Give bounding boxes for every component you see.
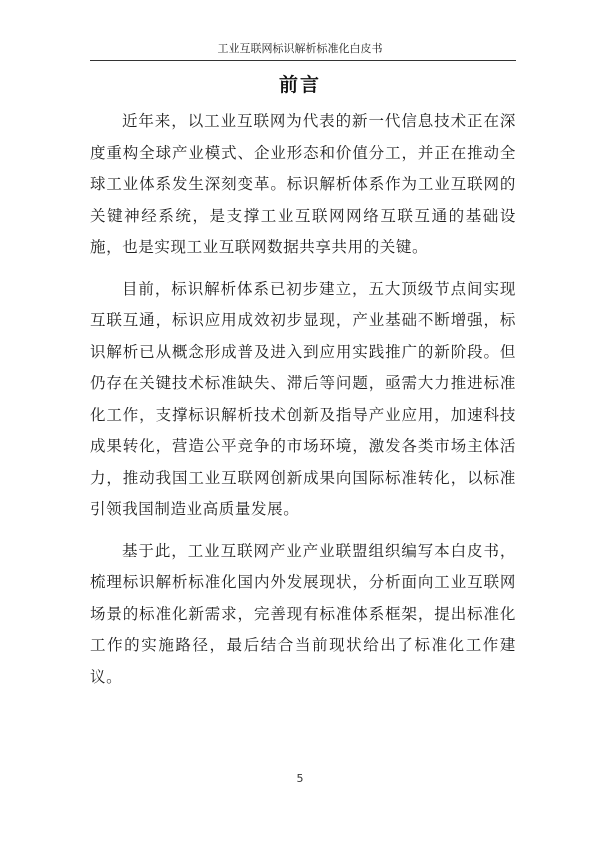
header-divider bbox=[90, 60, 516, 61]
running-header: 工业互联网标识解析标准化白皮书 bbox=[217, 42, 383, 55]
page-number: 5 bbox=[296, 772, 304, 785]
paragraph-3: 基于此，工业互联网产业产业联盟组织编写本白皮书，梳理标识解析标准化国内外发展现状，分析面向工业互联网场景的标准化新需求，完善现有标准体系框架，提出标准化工作的实施路径，最后结合当前现状给出了标准化工作建议。 bbox=[90, 541, 516, 686]
paragraph-2: 目前，标识解析体系已初步建立，五大顶级节点间实现互联互通，标识应用成效初步显现，产业基础不断增强，标识解析已从概念形成普及进入到应用实践推广的新阶段。但仍存在关键技术标准缺失、滞后等问题，亟需大力推进标准化工作，支撑标识解析技术创新及指导产业应用，加速科技成果转化，营造公平竞争的市场环境，激发各类市场主体活力，推动我国工业互联网创新成果向国际标准转化，以标准引领我国制造业高质量发展。 bbox=[90, 279, 516, 518]
section-title: 前言 bbox=[278, 74, 321, 96]
paragraph-1: 近年来，以工业互联网为代表的新一代信息技术正在深度重构全球产业模式、企业形态和价值分工，并正在推动全球工业体系发生深刻变革。标识解析体系作为工业互联网的关键神经系统，是支撑工业互联网网络互联互通的基础设施，也是实现工业互联网数据共享共用的关键。 bbox=[90, 112, 516, 256]
body-text bbox=[90, 106, 516, 703]
